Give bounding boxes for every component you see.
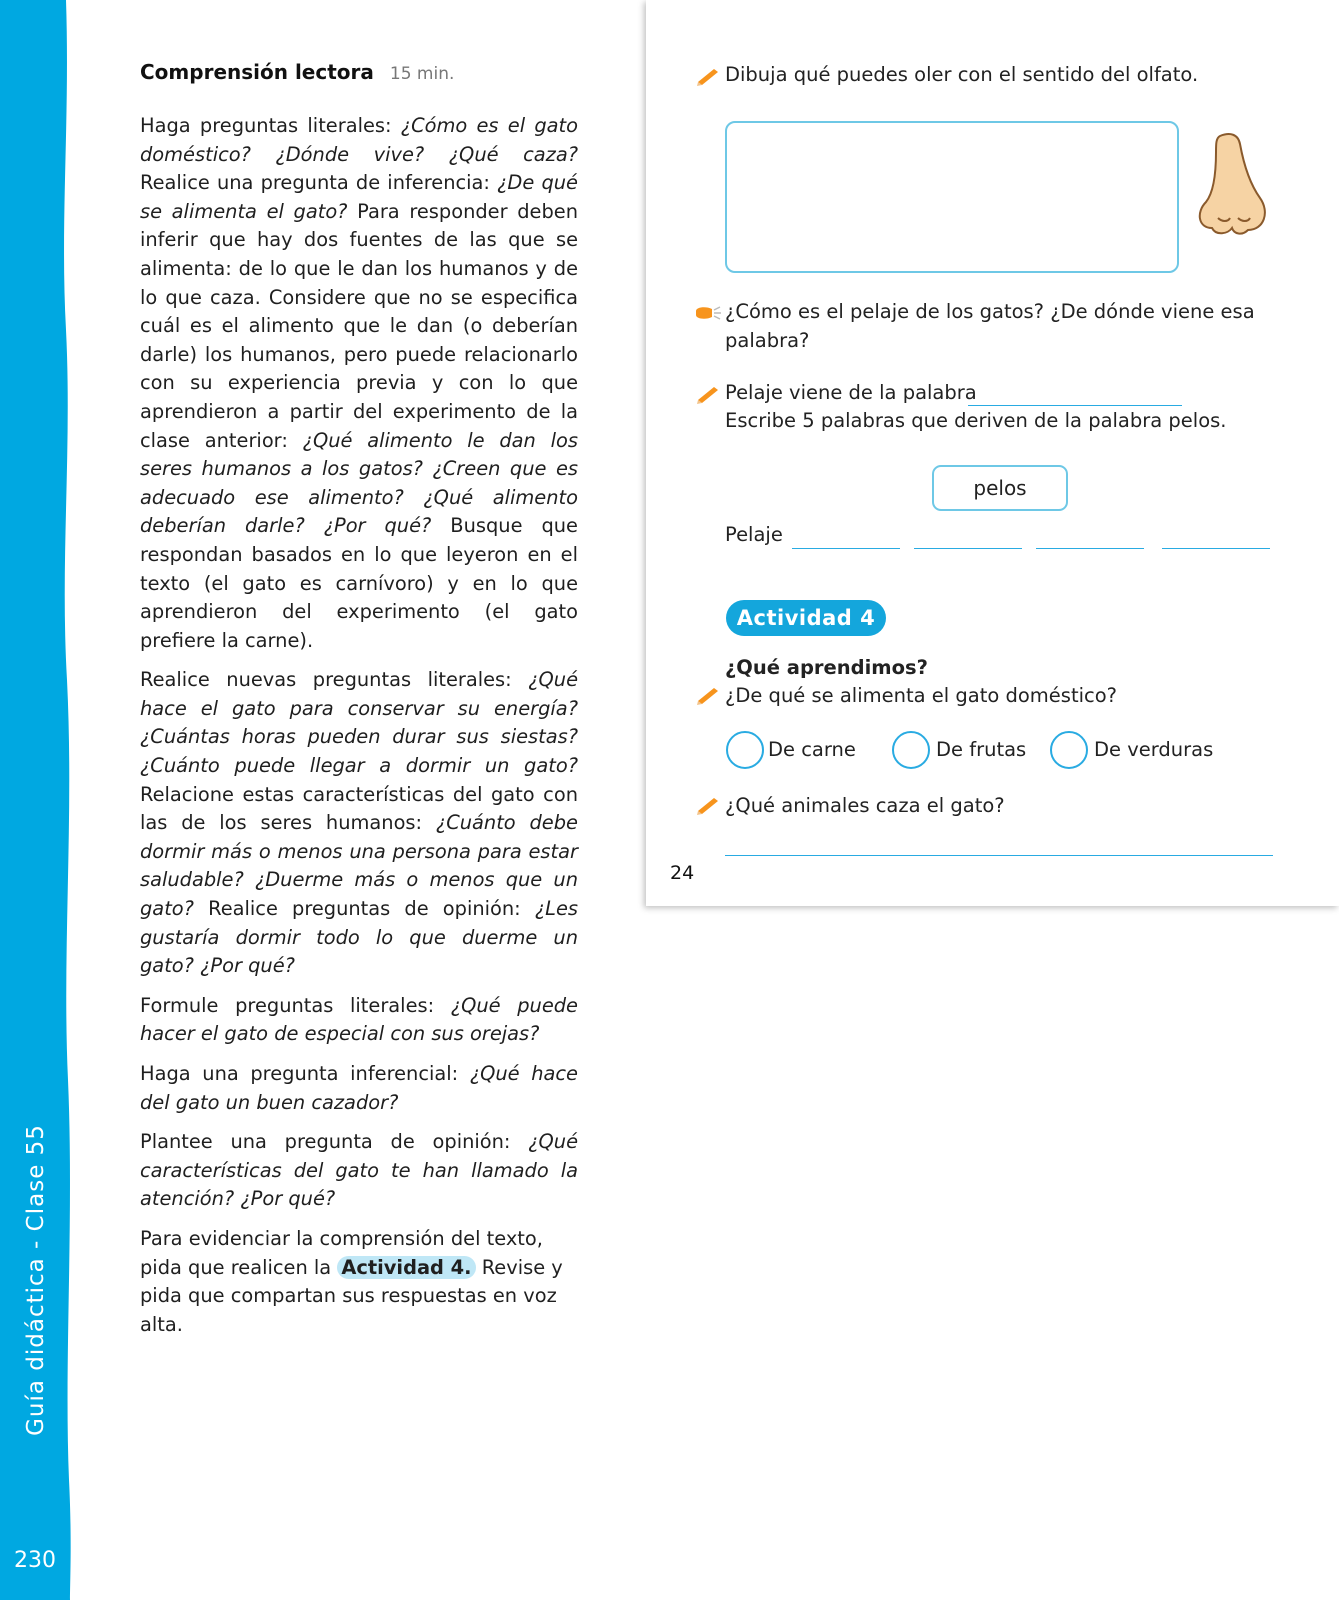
- paragraph-1: [140, 112, 578, 655]
- question-hunt: ¿Qué animales caza el gato?: [725, 794, 1005, 817]
- workbook-page-number: 24: [670, 862, 695, 884]
- answer-line-word-1[interactable]: [792, 548, 900, 549]
- option-radio-carne[interactable]: [726, 731, 764, 769]
- answer-line-hunt[interactable]: [725, 855, 1273, 856]
- section-title: Comprensión lectora: [140, 60, 374, 84]
- question-fur-line1: ¿Cómo es el pelaje de los gatos? ¿De dónde viene esa: [725, 300, 1255, 323]
- p1-text-c: Realice una pregunta de inferencia:: [140, 171, 498, 195]
- p3-question-b: ¿Qué puede hacer el gato de especial con sus orejas?: [140, 993, 578, 1046]
- activity-badge: Actividad 4: [726, 600, 886, 636]
- p1-text-a: Haga preguntas literales:: [140, 114, 401, 137]
- p1-question-d: ¿De qué se alimenta el gato?: [140, 171, 578, 223]
- sidebar-band: [0, 0, 72, 1600]
- activity-highlight: Actividad 4.: [337, 1256, 475, 1279]
- p2-question-d: ¿Cuánto debe dormir más o menos una persona para estar saludable? ¿Duerme más o menos que un gato?: [140, 811, 578, 921]
- pencil-icon: [696, 66, 722, 86]
- answer-line-origin[interactable]: [968, 405, 1182, 406]
- question-draw: Dibuja qué puedes oler con el sentido del olfato.: [725, 63, 1199, 86]
- aprendimos-heading: ¿Qué aprendimos?: [725, 656, 928, 679]
- p6-text-a: Para evidenciar la comprensión del texto, pida que realicen la: [140, 1226, 543, 1279]
- guide-column: [140, 60, 578, 1350]
- answer-line-word-3[interactable]: [1036, 548, 1144, 549]
- option-radio-verduras[interactable]: [1050, 731, 1088, 769]
- p4-question-b: ¿Qué hace del gato un buen cazador?: [140, 1062, 578, 1114]
- p1-question-b: ¿Cómo es el gato doméstico? ¿Dónde vive? ¿Qué caza?: [140, 114, 578, 166]
- p2-text-a: Realice nuevas preguntas literales:: [140, 668, 529, 692]
- paragraph-5: [140, 1128, 578, 1214]
- paragraph-2: [140, 666, 578, 981]
- option-label-verduras: De verduras: [1094, 738, 1214, 761]
- question-fur-line2: palabra?: [725, 329, 810, 352]
- p2-question-b: ¿Qué hace el gato para conservar su energía? ¿Cuántas horas pueden durar sus siestas? ¿Cuánto puede llegar a dormir un gato?: [140, 668, 578, 778]
- section-time: 15 min.: [389, 64, 455, 84]
- section-header: [140, 60, 578, 84]
- pelos-box: pelos: [932, 465, 1068, 511]
- p1-question-f: ¿Qué alimento le dan los seres humanos a los gatos? ¿Creen que es adecuado ese alimento? ¿Qué alimento deberían darle? ¿Por qué?: [140, 428, 578, 538]
- pencil-icon: [696, 384, 722, 404]
- pelaje-prompt: Pelaje viene de la palabra: [725, 381, 977, 404]
- answer-line-word-4[interactable]: [1162, 548, 1270, 549]
- sidebar-label: Guía didáctica - Clase 55: [23, 1124, 49, 1436]
- nose-icon: [1198, 132, 1268, 238]
- paragraph-3: [140, 992, 578, 1049]
- escribe-instruction: Escribe 5 palabras que deriven de la palabra pelos.: [725, 409, 1227, 432]
- pelaje-label: Pelaje: [725, 523, 783, 546]
- p5-question-b: ¿Qué características del gato te han llamado la atención? ¿Por qué?: [140, 1130, 578, 1211]
- paragraph-4: [140, 1060, 578, 1117]
- pencil-icon: [696, 795, 722, 815]
- p1-text-e: Para responder deben inferir que hay dos fuentes de las que se alimenta: de lo que le dan los humanos y de lo que caza. Considere que no se especifica cuál es el alimento que le dan (o deberían darle) los humanos, pero puede relacionarlo con su experiencia previa y con lo que aprendieron a partir del experimento de la clase anterior:: [140, 199, 578, 452]
- p2-text-e: Realice preguntas de opinión:: [193, 897, 535, 921]
- pencil-icon: [696, 685, 722, 705]
- p6-text-c: Revise y pida que compartan sus respuestas en voz alta.: [140, 1255, 563, 1336]
- p3-text-a: Formule preguntas literales:: [140, 993, 451, 1017]
- p2-question-f: ¿Les gustaría dormir todo lo que duerme un gato? ¿Por qué?: [140, 897, 578, 978]
- p5-text-a: Plantee una pregunta de opinión:: [140, 1130, 529, 1154]
- option-label-frutas: De frutas: [936, 738, 1027, 761]
- workbook-page: [646, 0, 1339, 906]
- answer-line-word-2[interactable]: [914, 548, 1022, 549]
- drawing-box[interactable]: [725, 121, 1179, 273]
- guide-page-number: 230: [14, 1548, 56, 1573]
- option-label-carne: De carne: [768, 738, 856, 761]
- speech-icon: [692, 303, 722, 323]
- paragraph-6: [140, 1225, 578, 1339]
- option-radio-frutas[interactable]: [892, 731, 930, 769]
- question-food: ¿De qué se alimenta el gato doméstico?: [725, 684, 1118, 707]
- p4-text-a: Haga una pregunta inferencial:: [140, 1062, 470, 1085]
- p1-text-g: Busque que respondan basados en lo que leyeron en el texto (el gato es carnívoro) y en lo que aprendieron del experimento (el gato prefiere la carne).: [140, 514, 578, 652]
- p2-text-c: Relacione estas características del gato con las de los seres humanos:: [140, 782, 578, 835]
